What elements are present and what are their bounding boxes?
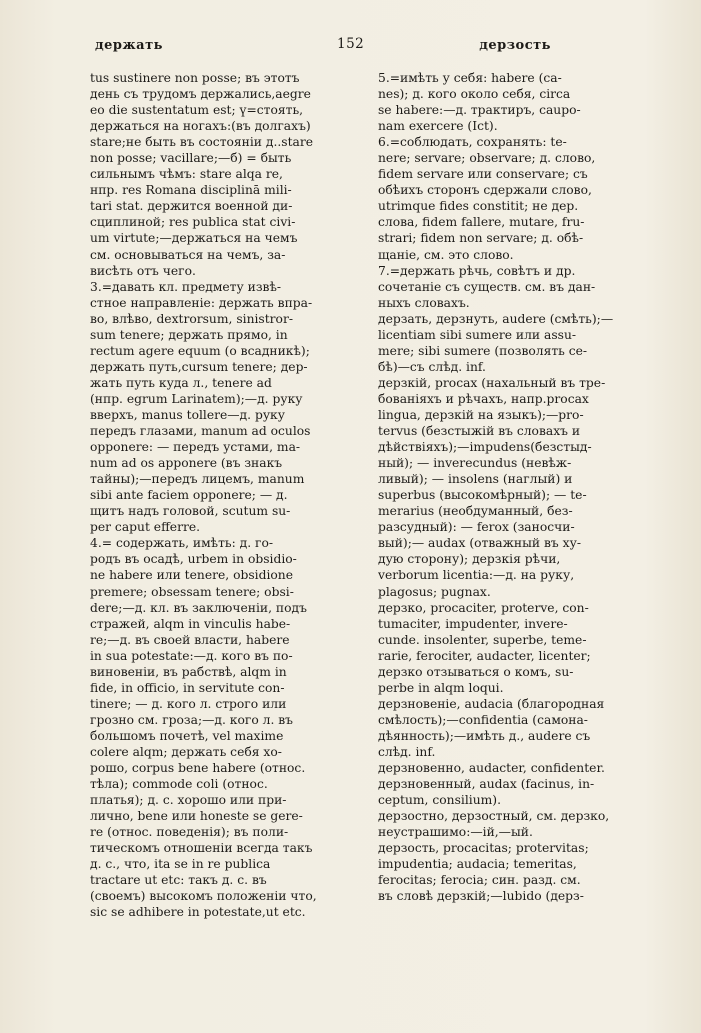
text-line: ныхъ словахъ. [378,295,470,310]
text-line: дерзко, procaciter, proterve, con- [378,600,589,615]
text-line: дерзостно, дерзостный, см. дерзко, [378,809,610,824]
text-line: слѣд. inf. [378,744,436,759]
text-line: sum tenere; держать прямо, in [90,327,288,342]
text-line: щитъ надъ головой, scutum su- [90,504,291,519]
text-line: дѣянность);—имѣть д., audere съ [378,728,591,743]
text-line: non posse; vacillare;—б) = быть [90,151,292,166]
text-line: superbus (высокомѣрный); — te- [378,488,587,503]
text-line: дѣйствiяхъ);—impudens(безстыд- [378,440,592,455]
text-line: дерзко отзываться о комъ, su- [378,664,574,679]
text-line: 7.=держать рѣчь, совѣтъ и др. [378,263,576,278]
text-line: tractare ut etc: такъ д. с. въ [90,873,267,888]
text-line: ceptum, consilium). [378,793,501,808]
text-line: rectum agere equum (о всадникѣ); [90,343,310,358]
text-line: nes); д. кого около себя, circa [378,87,571,102]
text-line: слова, fidem fallere, mutare, fru- [378,215,585,230]
text-line: nam exercere (Ict). [378,119,498,134]
text-line: обѣихъ сторонъ сдержали слово, [378,183,592,198]
text-line: 6.=соблюдать, сохранять: te- [378,135,567,150]
text-line: tus sustinere non posse; въ этотъ [90,71,300,85]
text-line: сочетанiе съ существ. см. въ дан- [378,279,596,294]
text-line: вверхъ, manus tollere—д. руку [90,407,285,422]
text-line: sic se adhibere in potestate,ut etc. [90,905,306,920]
text-line: re (относ. поведенiя); въ поли- [90,825,289,840]
text-line: дерзновенно, audacter, confidenter. [378,761,605,776]
text-line: dere;—д. кл. въ заключенiи, подъ [90,600,307,615]
text-line: se habere:—д. трактиръ, caupo- [378,103,581,118]
text-line: день съ трудомъ держались,aegre [90,87,311,102]
text-line: д. с., что, ita se in re publica [90,857,271,872]
text-line: дерзновенiе, audacia (благородная [378,696,605,711]
text-line: sibi ante faciem opponere; — д. [90,488,288,503]
text-line: дерзать, дерзнуть, audere (смѣть);— [378,311,614,326]
text-line: дерзкiй, procax (нахальный въ тре- [378,375,606,390]
text-line: рошо, corpus bene habere (относ. [90,761,306,776]
text-line: дерзновенный, audax (facinus, in- [378,777,595,792]
text-line: стное направленiе: держать впра- [90,295,313,310]
text-line: 5.=имѣть у себя: habere (ca- [378,71,562,85]
text-line: большомъ почетѣ, vel maxime [90,728,284,743]
running-header [95,38,621,58]
text-line: colere alqm; держать себя хо- [90,744,282,759]
text-line: cunde. insolenter, superbe, teme- [378,632,587,647]
text-line: передъ глазами, manum ad oculos [90,424,311,439]
text-line: во, влѣво, dextrorsum, sinistror- [90,311,293,326]
text-line: бѣ)—съ слѣд. inf. [378,359,486,374]
text-line: licentiam sibi sumere или assu- [378,327,577,342]
text-line: неустрашимо:—iй,—ый. [378,825,533,840]
text-line: держать путь,cursum tenere; дер- [90,359,308,374]
text-line: тайны);—передъ лицемъ, manum [90,472,305,487]
text-line: сильнымъ чѣмъ: stare alqa re, [90,167,283,182]
text-line: num ad os apponere (въ знакъ [90,456,283,471]
text-line: ный); — inverecundus (невѣж- [378,456,572,471]
text-line: тѣла); commode coli (относ. [90,777,268,792]
text-line: лично, bene или honeste se gere- [90,809,303,824]
text-line: tinere; — д. кого л. строго или [90,696,287,711]
right-column [378,70,646,904]
text-line: сциплиной; res publica stat civi- [90,215,296,230]
text-line: (нпр. egrum Larinatem);—д. руку [90,391,303,406]
text-line: ferocitas; ferocia; син. разд. см. [378,873,581,888]
text-line: висѣть отъ чего. [90,263,196,278]
text-line: tumaciter, impudenter, invere- [378,616,568,631]
text-line: платья); д. с. хорошо или при- [90,793,287,808]
page-number: 152 [337,36,365,52]
text-line: тическомъ отношенiи всегда такъ [90,841,313,856]
text-line: грозно см. гроза;—д. кого л. въ [90,712,294,727]
text-line: нпр. res Romana disciplinā mili- [90,183,292,198]
text-line: merarius (необдуманный, без- [378,504,573,519]
text-line: ne habere или tenere, obsidione [90,568,293,583]
text-line: in sua potestate:—д. кого въ по- [90,648,293,663]
text-line: держаться на ногахъ:(въ долгахъ) [90,119,311,134]
text-line: 3.=давать кл. предмету извѣ- [90,279,282,294]
text-line: родъ въ осадѣ, urbem in obsidio- [90,552,297,567]
text-line: utrimque fides constitit; не дер. [378,199,579,214]
text-line: дерзость, procacitas; protervitas; [378,841,589,856]
text-line: verborum licentia:—д. на руку, [378,568,575,583]
text-line: perbe in alqm loqui. [378,680,504,695]
header-left-headword: держать [95,38,163,53]
header-right-headword: дерзость [479,38,551,53]
text-line: impudentia; audacia; temeritas, [378,857,577,872]
text-line: plagosus; pugnax. [378,584,491,599]
text-line: tari stat. держится военной ди- [90,199,293,214]
text-line: fide, in officio, in servitute con- [90,680,285,695]
text-line: premere; obsessam tenere; obsi- [90,584,294,599]
text-line: бованiяхъ и рѣчахъ, напр.procax [378,391,589,406]
text-line: 4.= содержать, имѣть: д. го- [90,536,274,551]
text-line: разсудный): — ferox (заносчи- [378,520,575,535]
text-line: смѣлость);—confidentia (самона- [378,712,588,727]
text-line: eo die sustentatum est; ү=стоять, [90,103,304,118]
text-line: lingua, дерзкiй на языкъ);—pro- [378,407,584,422]
text-line: mere; sibi sumere (позволять се- [378,343,588,358]
text-line: strari; fidem non servare; д. обѣ- [378,231,584,246]
text-line: um virtute;—держаться на чемъ [90,231,298,246]
text-line: fidem servare или conservare; съ [378,167,588,182]
text-line: re;—д. въ своей власти, habere [90,632,290,647]
text-line: (своемъ) высокомъ положенiи что, [90,889,317,904]
text-line: rarie, ferociter, audacter, licenter; [378,648,591,663]
text-line: ливый); — insolens (наглый) и [378,472,573,487]
text-line: opponere: — передъ устами, ma- [90,440,301,455]
text-line: стражей, alqm in vinculis habe- [90,616,291,631]
text-line: вый);— audax (отважный въ ху- [378,536,581,551]
text-line: см. основываться на чемъ, за- [90,247,286,262]
text-line: щанiе, см. это слово. [378,247,514,262]
text-line: дую сторону); дерзкiя рѣчи, [378,552,561,567]
text-line: tervus (безстыжiй въ словахъ и [378,424,581,439]
left-column [90,70,360,920]
text-line: stare;не быть въ состоянiи д..stare [90,135,314,150]
text-line: въ словѣ дерзкiй;—lubido (дерз- [378,889,584,904]
text-line: виновенiи, въ рабствѣ, alqm in [90,664,287,679]
text-line: nere; servare; observare; д. слово, [378,151,596,166]
text-line: per caput efferre. [90,520,201,535]
text-line: жать путь куда л., tenere ad [90,375,272,390]
